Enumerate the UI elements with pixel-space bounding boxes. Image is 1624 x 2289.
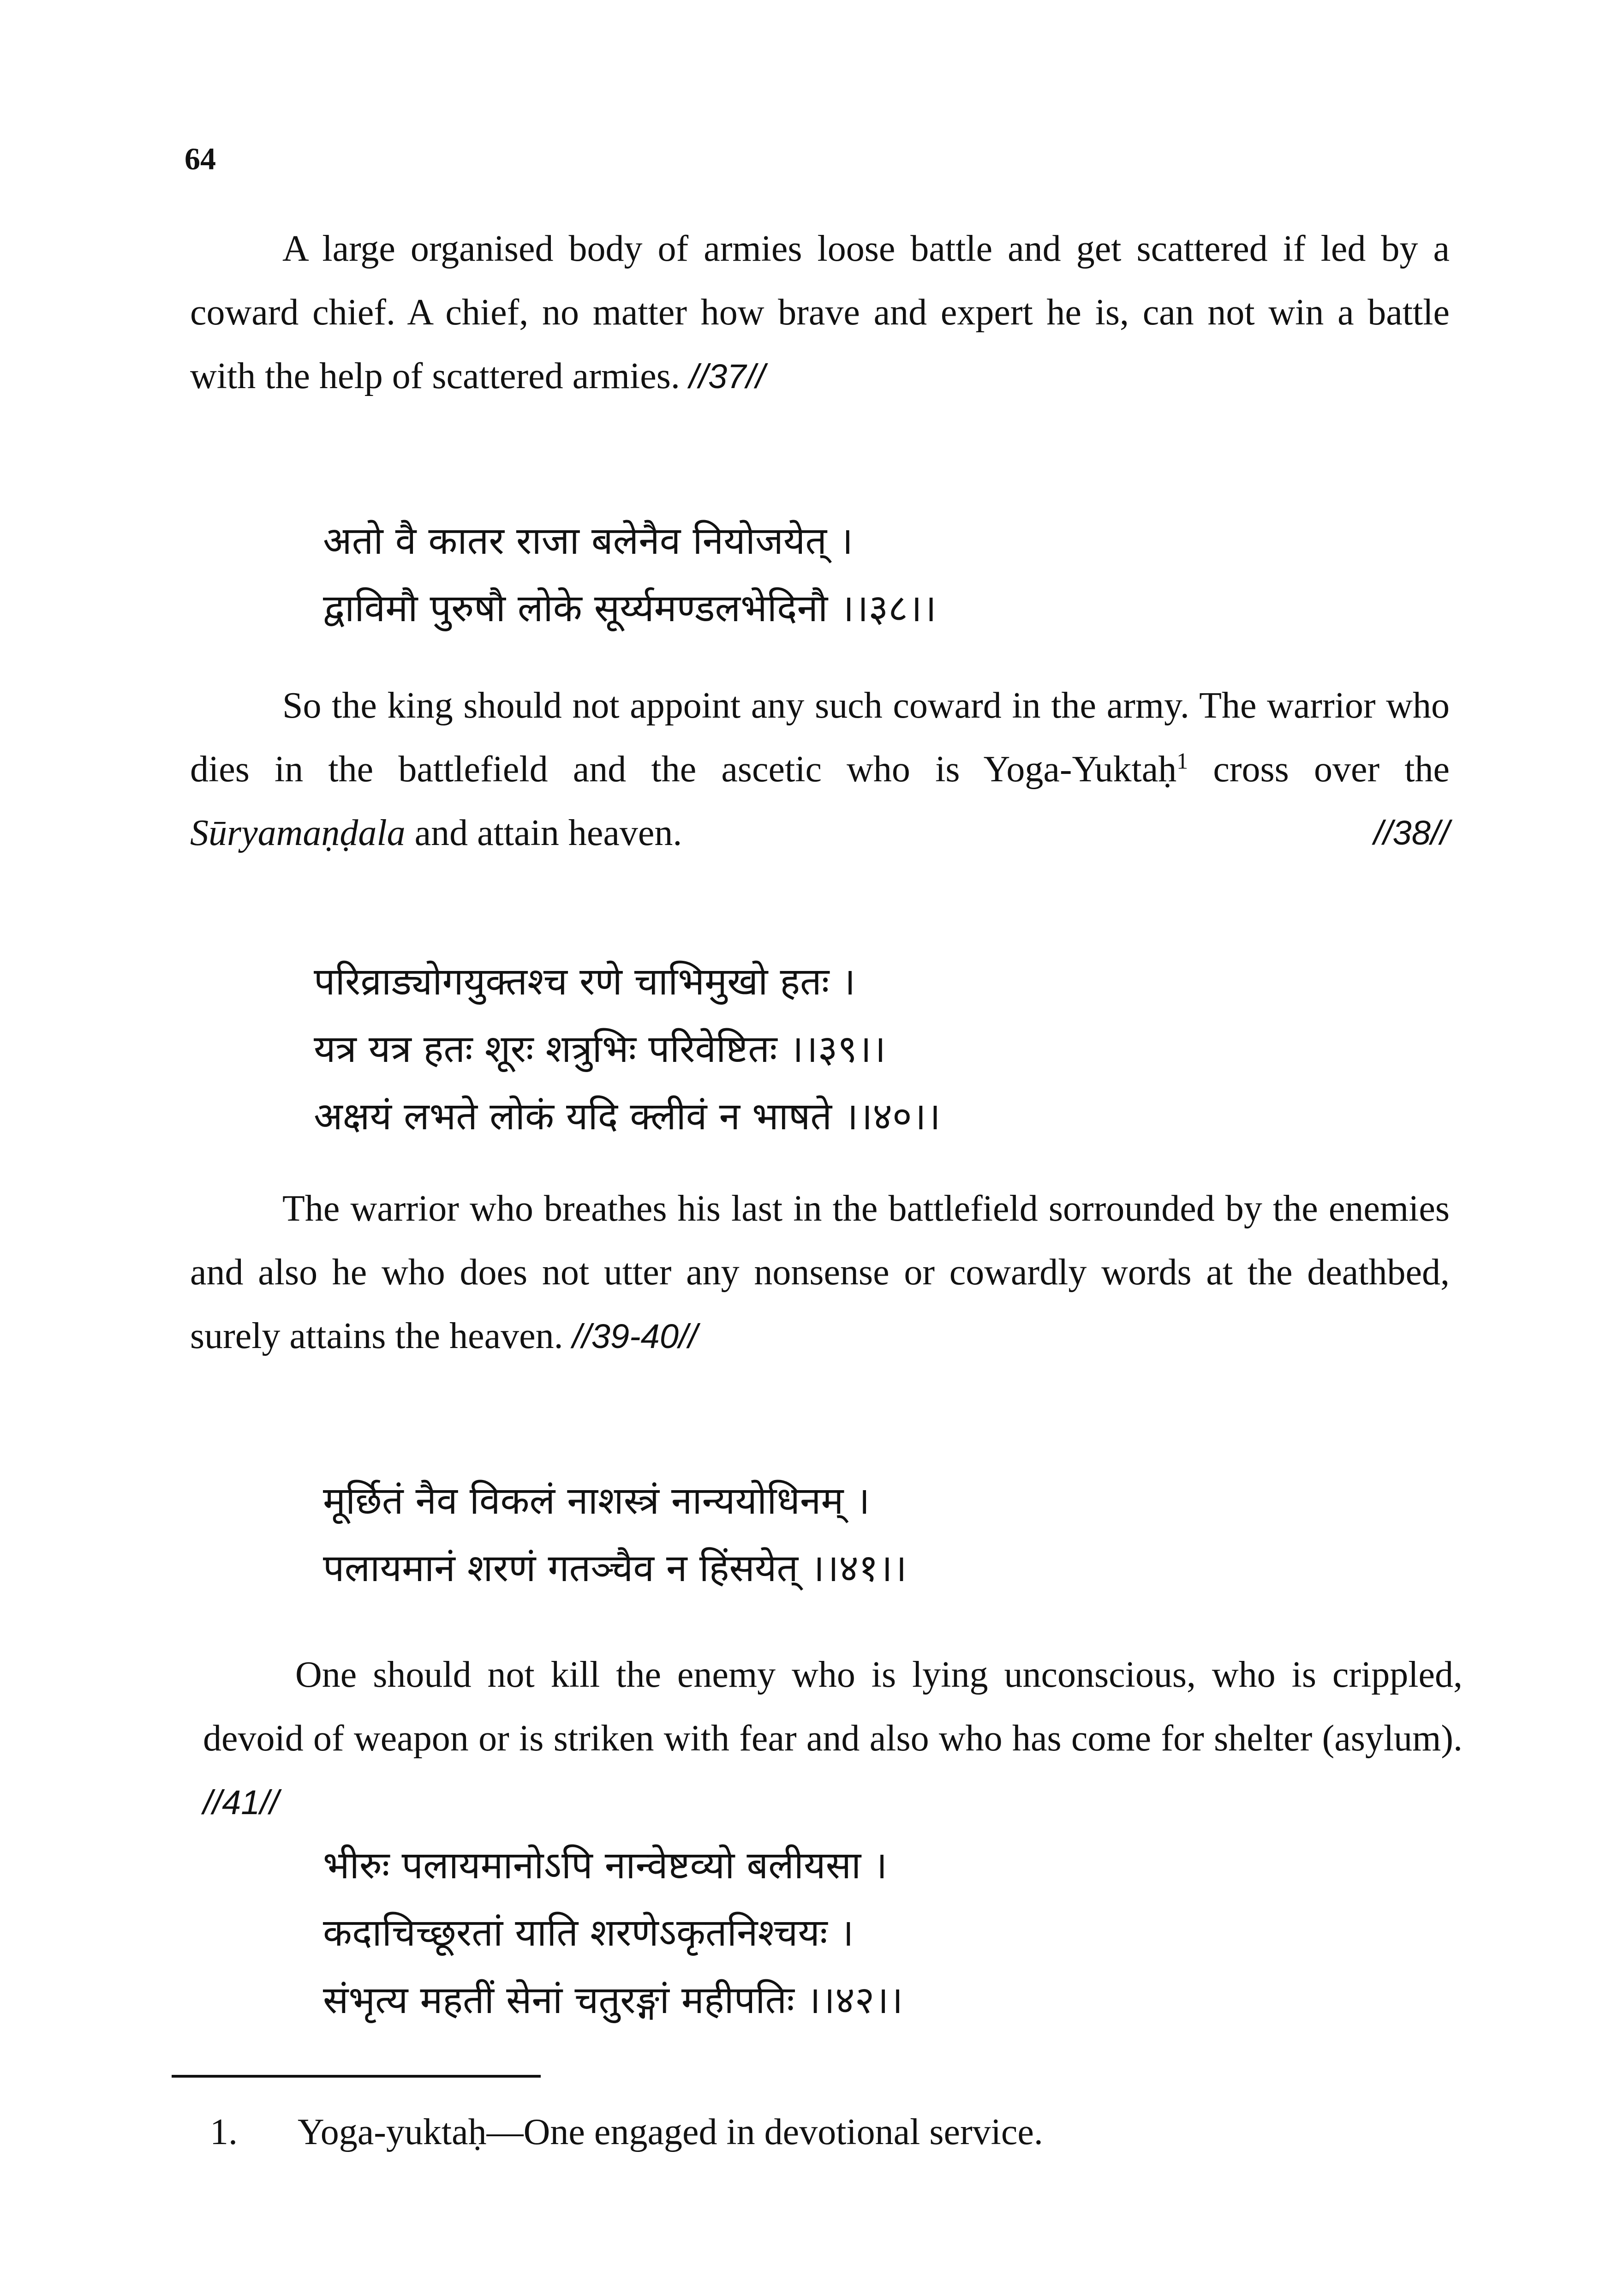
sanskrit-verses-39-40 <box>314 948 1421 1150</box>
paragraph-text: and attain heaven. <box>405 813 682 853</box>
verse-reference: //39-40// <box>572 1317 698 1355</box>
paragraph-verse-37 <box>190 217 1450 408</box>
verse-reference: //41// <box>203 1783 279 1822</box>
footnote-number: 1. <box>210 2112 238 2152</box>
paragraph-text: cross over the <box>1188 749 1450 790</box>
italic-term: Sūryamaṇḍala <box>190 813 406 853</box>
verse-reference: //38// <box>1373 814 1450 852</box>
sanskrit-line: मूर्छितं नैव विकलं नाशस्त्रं नान्ययोधिनम् । <box>323 1479 870 1523</box>
sanskrit-verse-41 <box>323 1468 1430 1602</box>
sanskrit-line: अक्षयं लभते लोकं यदि क्लीवं न भाषते ।।४०।। <box>314 1095 941 1139</box>
footnote <box>210 2109 1043 2155</box>
paragraph-verse-41 <box>203 1643 1463 1834</box>
sanskrit-line: भीरुः पलायमानोऽपि नान्वेष्टव्यो बलीयसा । <box>323 1844 888 1888</box>
paragraph-text: One should not kill the enemy who is lying unconscious, who is crippled, devoid of weapon or is striken with fear and also who has come for shelter (asylum). <box>203 1654 1463 1759</box>
footnote-marker: 1 <box>1176 748 1188 774</box>
paragraph-verses-39-40 <box>190 1177 1450 1368</box>
paragraph-verse-38 <box>190 674 1450 865</box>
page-number: 64 <box>185 141 216 176</box>
footnote-divider <box>172 2075 541 2078</box>
sanskrit-line: यत्र यत्र हतः शूरः शत्रुभिः परिवेष्टितः ।।३९।। <box>314 1027 886 1071</box>
sanskrit-line: पलायमानं शरणं गतञ्चैव न हिंसयेत् ।।४१।। <box>323 1546 907 1590</box>
sanskrit-line: द्वाविमौ पुरुषौ लोके सूर्य्यमण्डलभेदिनौ ।।३८।। <box>323 587 937 630</box>
footnote-text: Yoga-yuktaḥ—One engaged in devotional service. <box>298 2112 1043 2152</box>
paragraph-text: So the king should not appoint any such coward in the army. The warrior who dies in the battlefield and the ascetic who is Yoga-Yuktaḥ <box>190 685 1450 790</box>
verse-reference: //37// <box>689 357 765 395</box>
paragraph-text: The warrior who breathes his last in the battlefield sorrounded by the enemies and also he who does not utter any nonsense or cowardly words at the deathbed, surely attains the heaven. <box>190 1188 1450 1356</box>
paragraph-text: A large organised body of armies loose battle and get scattered if led by a coward chief. A chief, no matter how brave and expert he is, can not win a battle with the help of scattered armies. <box>190 228 1450 396</box>
sanskrit-line: कदाचिच्छूरतां याति शरणेऽकृतनिश्चयः । <box>323 1911 854 1955</box>
sanskrit-line: अतो वै कातर राजा बलेनैव नियोजयेत् । <box>323 519 854 563</box>
sanskrit-line: संभृत्य महतीं सेनां चतुरङ्गां महीपतिः ।।४२।। <box>323 1978 903 2022</box>
sanskrit-line: परिव्राड्योगयुक्तश्च रणे चाभिमुखो हतः । <box>314 960 856 1004</box>
sanskrit-verse-42 <box>323 1832 1430 2034</box>
sanskrit-verse-38 <box>323 508 1430 642</box>
